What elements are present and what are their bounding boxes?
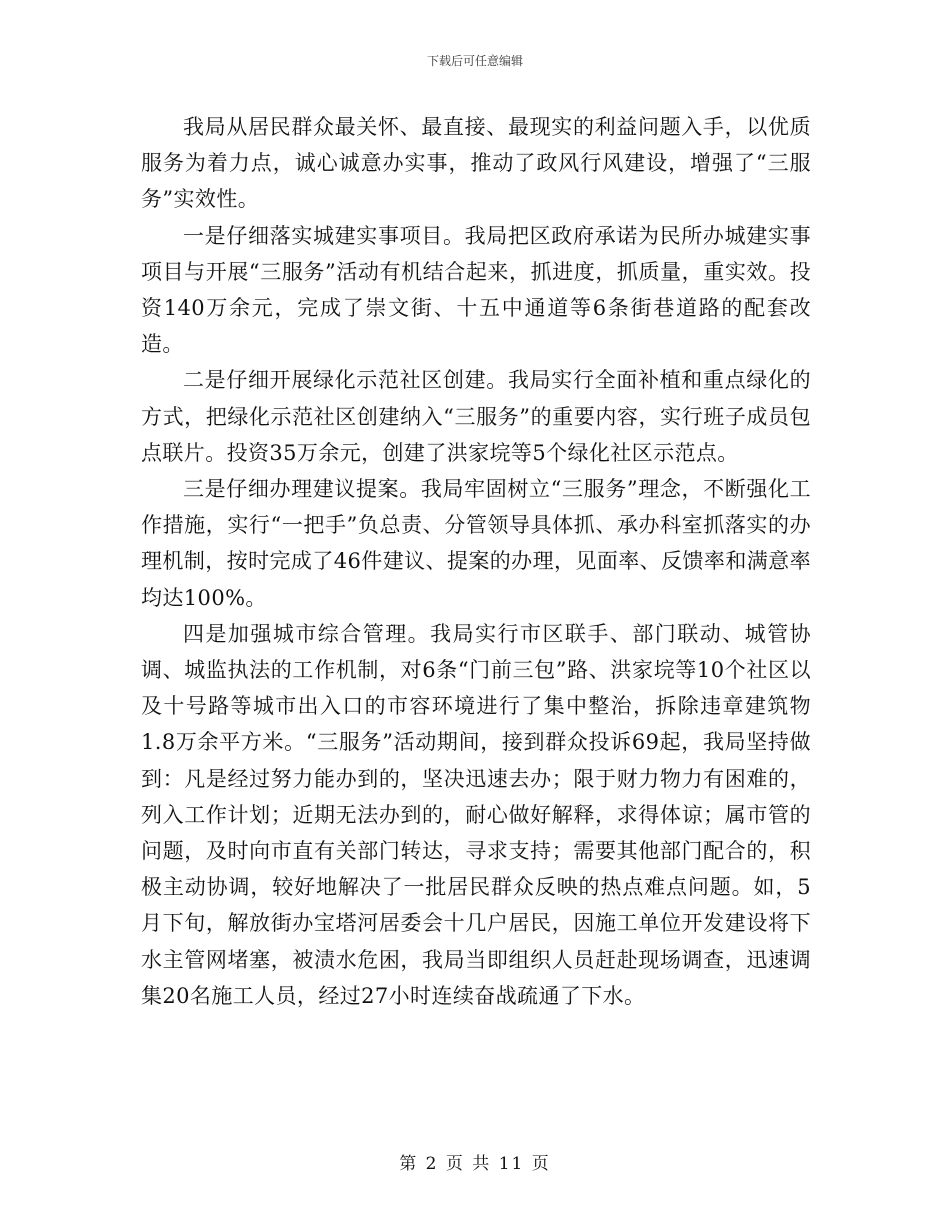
paragraph-item-1: 一是仔细落实城建实事项目。我局把区政府承诺为民所办城建实事项目与开展“三服务”活动有机结合起来，抓进度，抓质量，重实效。投资140万余元，完成了崇文街、十五中通道等6条街巷道路的配套改造。 [141, 223, 811, 357]
paragraph-intro: 我局从居民群众最关怀、最直接、最现实的利益问题入手，以优质服务为着力点，诚心诚意办实事，推动了政风行风建设，增强了“三服务”实效性。 [141, 115, 811, 212]
paragraph-item-3: 三是仔细办理建议提案。我局牢固树立“三服务”理念，不断强化工作措施，实行“一把手”负总责、分管领导具体抓、承办科室抓落实的办理机制，按时完成了46件建议、提案的办理，见面率、反馈率和满意率均达100%。 [141, 477, 811, 610]
page-header: 下载后可任意编辑 [426, 54, 523, 68]
page-number: 第 2 页 共 11 页 [399, 1154, 551, 1174]
paragraph-item-4: 四是加强城市综合管理。我局实行市区联手、部门联动、城管协调、城监执法的工作机制，对6条“门前三包”路、洪家垸等10个社区以及十号路等城市出入口的市容环境进行了集中整治，拆除违章建筑物1.8万余平方米。“三服务”活动期间，接到群众投诉69起，我局坚持做到：凡是经过努力能办到的，坚决迅速去办；限于财力物力有困难的，列入工作计划；近期无法办到的，耐心做好解释，求得体谅；属市管的问题，及时向市直有关部门转达，寻求支持；需要其他部门配合的，积极主动协调，较好地解决了一批居民群众反映的热点难点问题。如，5月下旬，解放街办宝塔河居委会十几户居民，因施工单位开发建设将下水主管网堵塞，被渍水危困，我局当即组织人员赶赴现场调查，迅速调集20名施工人员，经过27小时连续奋战疏通了下水。 [141, 621, 811, 1008]
document-body [141, 109, 811, 1014]
paragraph-item-2: 二是仔细开展绿化示范社区创建。我局实行全面补植和重点绿化的方式，把绿化示范社区创建纳入“三服务”的重要内容，实行班子成员包点联片。投资35万余元，创建了洪家垸等5个绿化社区示范点。 [141, 368, 811, 465]
